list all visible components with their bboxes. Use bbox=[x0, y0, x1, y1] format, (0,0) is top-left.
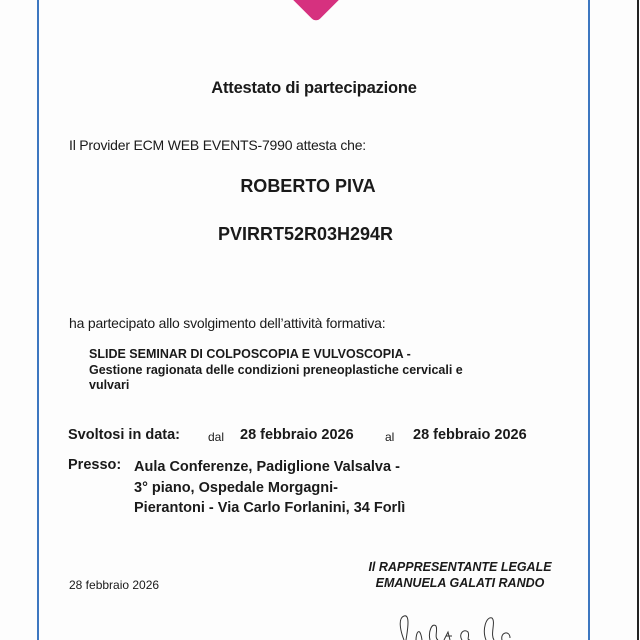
course-title bbox=[89, 347, 463, 394]
dates-label: Svoltosi in data: bbox=[68, 427, 180, 443]
participant-fiscal-code: PVIRRT52R03H294R bbox=[217, 224, 394, 244]
representative-role: Il RAPPRESENTANTE LEGALE bbox=[368, 560, 552, 574]
address-line: 3° piano, Ospedale Morgagni- bbox=[134, 479, 338, 496]
provider-statement: Il Provider ECM WEB EVENTS-7990 attesta che: bbox=[69, 137, 366, 153]
provider-logo-icon bbox=[279, 0, 353, 23]
course-title-line: Gestione ragionata delle condizioni preneoplastiche cervicali e bbox=[89, 362, 463, 377]
certificate-title: Attestato di partecipazione bbox=[211, 79, 417, 97]
address-line: Pierantoni - Via Carlo Forlanini, 34 Forlì bbox=[134, 500, 406, 516]
representative-name: EMANUELA GALATI RANDO bbox=[375, 576, 545, 590]
address-line: Aula Conferenze, Padiglione Valsalva - bbox=[134, 459, 400, 475]
location-label: Presso: bbox=[68, 457, 122, 473]
date-from-prefix: dal bbox=[208, 430, 225, 444]
course-title-line: SLIDE SEMINAR DI COLPOSCOPIA E VULVOSCOPIA - bbox=[89, 347, 411, 361]
signature-icon bbox=[390, 612, 540, 640]
date-from: 28 febbraio 2026 bbox=[240, 427, 354, 443]
scan-edge bbox=[637, 0, 639, 640]
location-address bbox=[134, 457, 405, 519]
participant-name: ROBERTO PIVA bbox=[240, 176, 376, 196]
date-to: 28 febbraio 2026 bbox=[413, 427, 527, 443]
issue-date: 28 febbraio 2026 bbox=[69, 578, 160, 592]
participation-statement: ha partecipato allo svolgimento dell’attività formativa: bbox=[69, 315, 386, 331]
course-title-line: vulvari bbox=[89, 378, 130, 392]
date-to-prefix: al bbox=[385, 430, 395, 444]
